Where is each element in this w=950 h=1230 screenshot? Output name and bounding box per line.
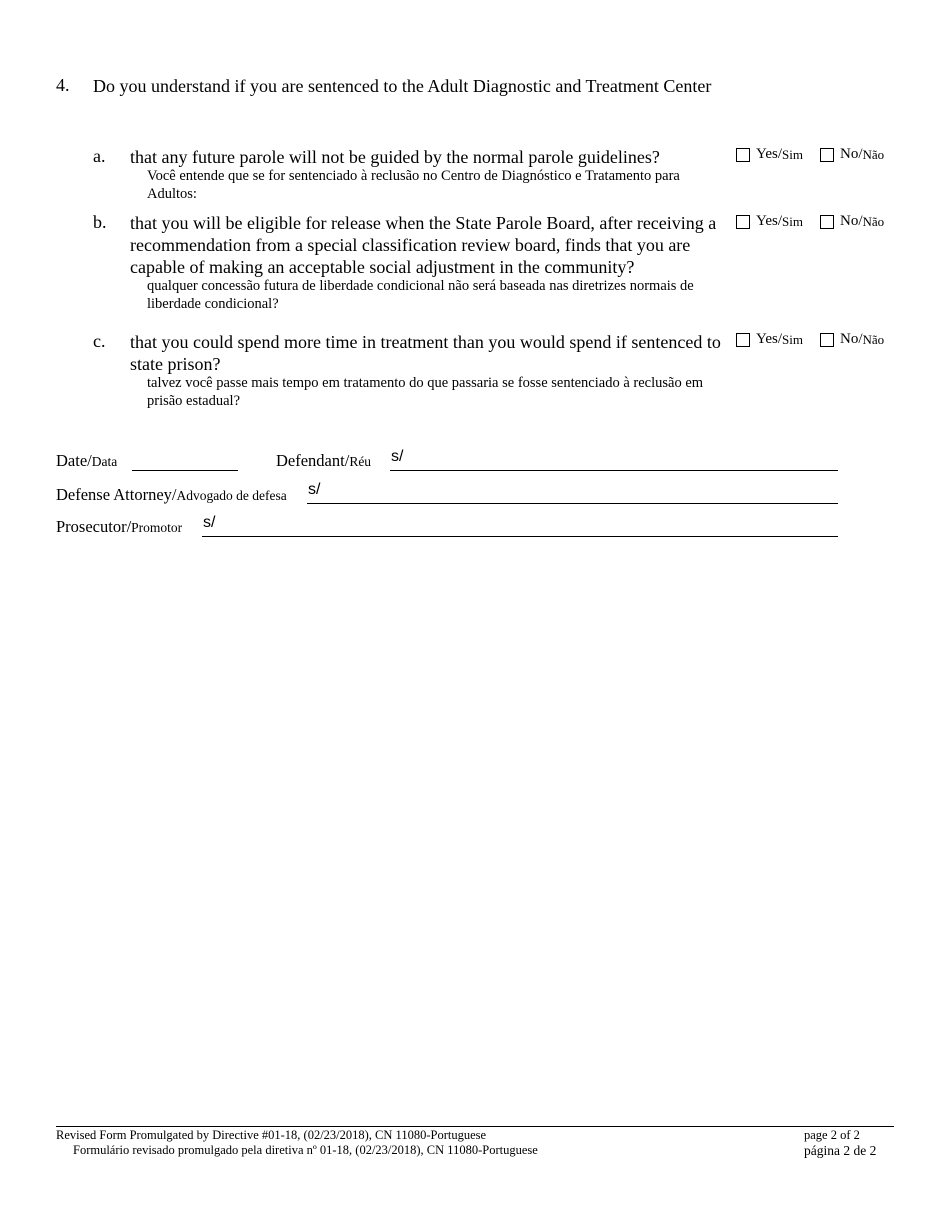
footer-divider xyxy=(56,1126,894,1127)
prosecutor-label xyxy=(56,517,182,537)
footer-form-pt: Formulário revisado promulgado pela diretiva nº 01-18, (02/23/2018), CN 11080-Portuguese xyxy=(73,1143,538,1157)
no-label-pt: Não xyxy=(862,331,885,347)
item-c-letter: c. xyxy=(93,331,106,351)
question-text: Do you understand if you are sentenced to the Adult Diagnostic and Treatment Center xyxy=(93,76,712,96)
item-b-yes-option[interactable] xyxy=(736,213,803,230)
attorney-label-pt: Advogado de defesa xyxy=(176,488,287,503)
attorney-signature-value: s/ xyxy=(308,481,321,498)
yes-label: Yes/ xyxy=(756,146,782,162)
item-a-no-checkbox[interactable] xyxy=(820,148,834,162)
date-label-pt: Data xyxy=(91,454,118,469)
date-field[interactable] xyxy=(132,448,238,471)
no-label: No/ xyxy=(840,331,863,347)
item-b-yes-checkbox[interactable] xyxy=(736,215,750,229)
footer-form-en: Revised Form Promulgated by Directive #01-18, (02/23/2018), CN 11080-Portuguese xyxy=(56,1128,487,1142)
item-b-no-checkbox[interactable] xyxy=(820,215,834,229)
no-label-pt: Não xyxy=(862,146,885,162)
attorney-label-en: Defense Attorney/ xyxy=(56,485,177,504)
defendant-signature-field[interactable] xyxy=(390,448,838,471)
no-label-pt: Não xyxy=(862,213,885,229)
attorney-signature-field[interactable] xyxy=(307,481,838,504)
defendant-label xyxy=(276,451,371,471)
item-b-text: that you will be eligible for release when the State Parole Board, after receiving a recommendation from a special classification review board, finds that you are capable of making an acceptable social adjustment in the community? xyxy=(130,213,717,277)
date-label-en: Date/ xyxy=(56,451,92,470)
item-a-text: that any future parole will not be guided by the normal parole guidelines? xyxy=(130,147,660,167)
item-c-translation: talvez você passe mais tempo em tratamento do que passaria se fosse sentenciado à reclusão em prisão estadual? xyxy=(147,375,704,409)
yes-label-pt: Sim xyxy=(782,213,803,229)
yes-label-pt: Sim xyxy=(782,331,803,347)
footer-page-en: page 2 of 2 xyxy=(804,1128,860,1142)
yes-label-pt: Sim xyxy=(782,146,803,162)
prosecutor-label-en: Prosecutor/ xyxy=(56,517,132,536)
item-a-letter: a. xyxy=(93,146,106,166)
yes-label: Yes/ xyxy=(756,331,782,347)
item-b-translation: qualquer concessão futura de liberdade condicional não será baseada nas diretrizes normais de liberdade condicional? xyxy=(147,278,694,312)
item-c-yes-checkbox[interactable] xyxy=(736,333,750,347)
question-number: 4. xyxy=(56,75,70,95)
item-a-no-option[interactable] xyxy=(820,146,884,163)
date-label xyxy=(56,451,117,471)
prosecutor-signature-value: s/ xyxy=(203,514,216,531)
attorney-label xyxy=(56,485,287,505)
item-b-no-option[interactable] xyxy=(820,213,884,230)
item-a-yes-option[interactable] xyxy=(736,146,803,163)
prosecutor-signature-field[interactable] xyxy=(202,514,838,537)
item-c-text: that you could spend more time in treatment than you would spend if sentenced to state prison? xyxy=(130,332,721,374)
yes-label: Yes/ xyxy=(756,213,782,229)
item-a-yes-checkbox[interactable] xyxy=(736,148,750,162)
defendant-signature-value: s/ xyxy=(391,448,404,465)
item-c-yes-option[interactable] xyxy=(736,331,803,348)
defendant-label-en: Defendant/ xyxy=(276,451,350,470)
prosecutor-label-pt: Promotor xyxy=(131,520,183,535)
footer-page-pt: página 2 de 2 xyxy=(804,1143,877,1158)
no-label: No/ xyxy=(840,146,863,162)
defendant-label-pt: Réu xyxy=(349,454,372,469)
no-label: No/ xyxy=(840,213,863,229)
item-c-no-option[interactable] xyxy=(820,331,884,348)
item-b-letter: b. xyxy=(93,212,107,232)
item-a-translation: Você entende que se for sentenciado à reclusão no Centro de Diagnóstico e Tratamento para Adultos: xyxy=(147,168,680,202)
item-c-no-checkbox[interactable] xyxy=(820,333,834,347)
